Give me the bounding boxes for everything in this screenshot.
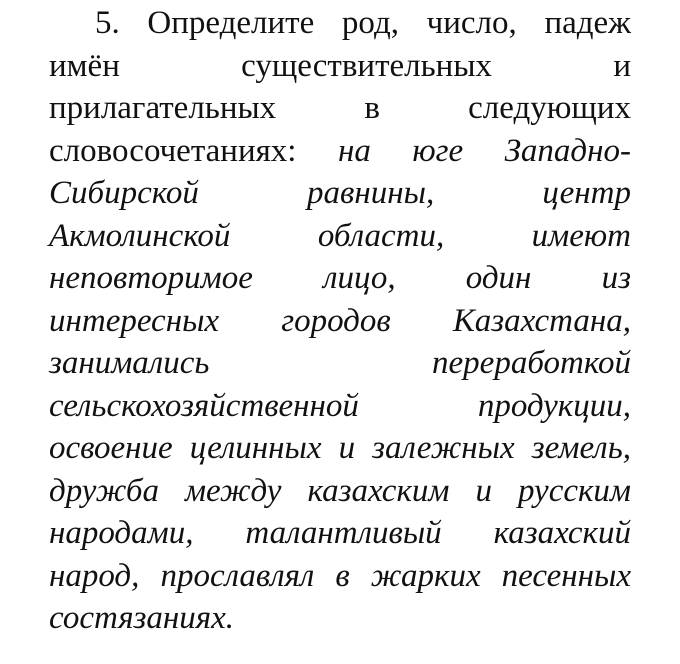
text-line (49, 597, 631, 639)
text-line (49, 87, 631, 129)
word: один (465, 260, 532, 296)
word: казахский (493, 515, 631, 551)
word: залежных (372, 430, 515, 466)
word: падеж (544, 5, 631, 41)
word: 5. (95, 5, 120, 41)
word: целинных (189, 430, 322, 466)
word: равнины, (307, 175, 435, 211)
word: Определите (147, 5, 315, 41)
word: народ, (49, 557, 140, 594)
word: юге (412, 132, 464, 169)
word: русским (517, 472, 631, 509)
text-line (49, 555, 631, 597)
word: лицо, (323, 260, 396, 296)
word: талантливый (245, 515, 442, 551)
text-line (49, 300, 631, 342)
word: дружба (49, 472, 159, 509)
word: песенных (501, 557, 631, 594)
text-line (49, 385, 631, 427)
word: род, (341, 5, 399, 41)
word: и (338, 430, 356, 466)
word: Западно- (504, 132, 631, 169)
text-line (49, 512, 631, 554)
text-line (49, 215, 631, 257)
word: прославлял (160, 557, 315, 594)
text-line (49, 45, 631, 87)
word: словосочетаниях: (49, 132, 297, 169)
word: неповторимое (49, 260, 253, 296)
text-line (49, 172, 631, 214)
word: Акмолинской (49, 217, 231, 254)
word: между (184, 472, 282, 509)
word: продукции, (477, 387, 631, 424)
word: Сибирской (49, 175, 199, 211)
word: земель, (531, 430, 631, 466)
word: Казахстана, (452, 302, 631, 339)
word: число, (426, 5, 517, 41)
word: существительных (241, 47, 492, 84)
word: и (475, 472, 492, 509)
text-line (49, 427, 631, 469)
word: сельскохозяйственной (49, 387, 359, 424)
word: в (335, 557, 350, 594)
word: народами, (49, 515, 194, 551)
word: на (337, 132, 371, 169)
word: казахским (307, 472, 450, 509)
word: имён (49, 47, 120, 84)
word: городов (281, 302, 391, 339)
word: из (601, 260, 631, 296)
word: прилагательных (49, 90, 277, 126)
word: освоение (49, 430, 173, 466)
word: переработкой (432, 345, 631, 381)
text-line (95, 2, 631, 44)
text-line (49, 130, 631, 172)
word: следующих (468, 90, 631, 126)
word: состязаниях. (49, 600, 235, 636)
word: имеют (531, 217, 631, 254)
word: и (613, 47, 631, 84)
word: интересных (49, 302, 220, 339)
word: занимались (49, 345, 210, 381)
text-line (49, 470, 631, 512)
word: области, (317, 217, 445, 254)
text-line (49, 257, 631, 299)
word: в (364, 90, 380, 126)
word: центр (542, 175, 631, 211)
text-line (49, 342, 631, 384)
word: жарких (370, 557, 481, 594)
